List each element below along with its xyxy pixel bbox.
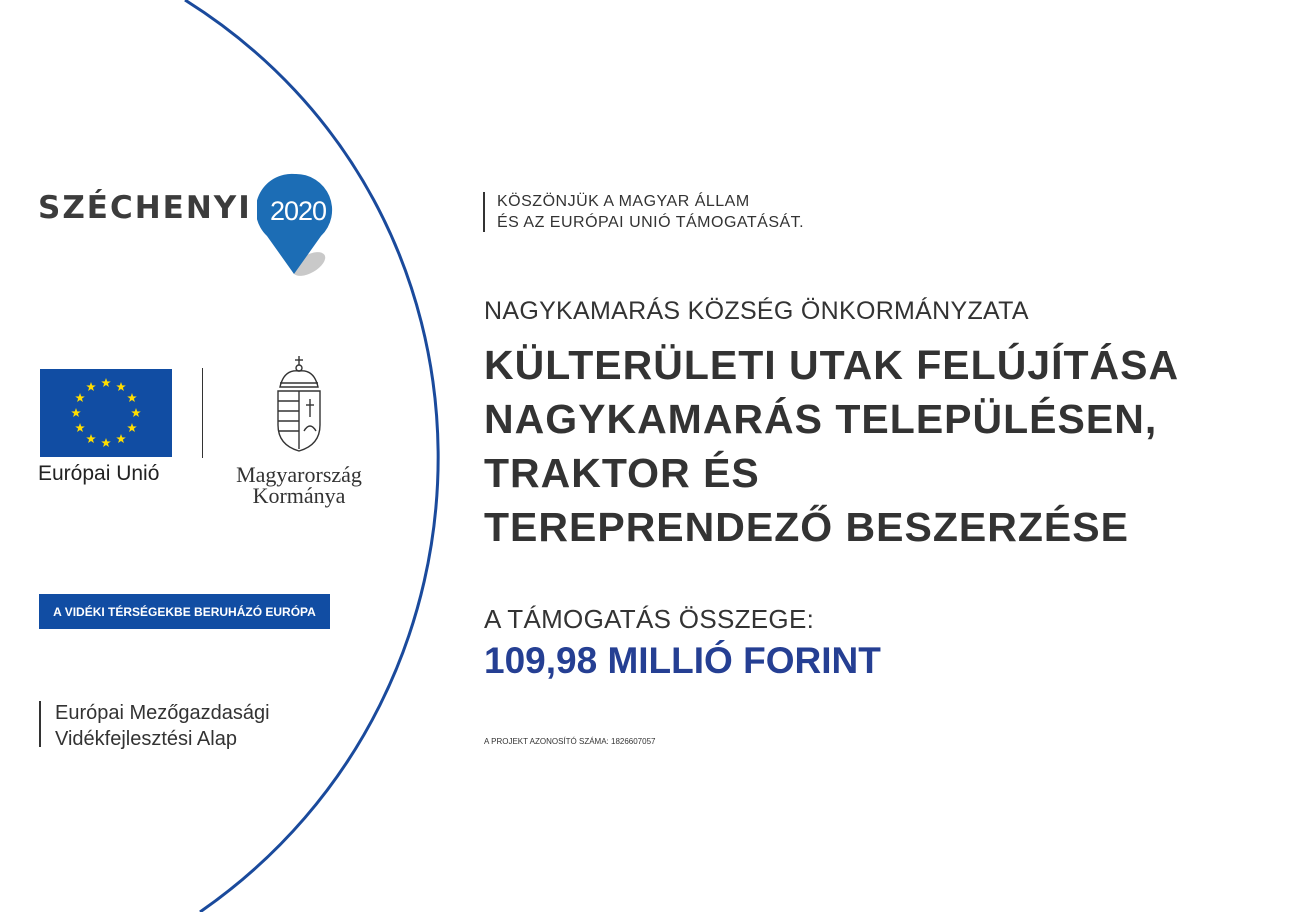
hungarian-coat-of-arms-icon xyxy=(274,355,324,455)
thanks-line2: ÉS AZ EURÓPAI UNIÓ TÁMOGATÁSÁT. xyxy=(497,214,805,231)
project-title-line: NAGYKAMARÁS TELEPÜLÉSEN, xyxy=(484,396,1158,442)
beneficiary-name: NAGYKAMARÁS KÖZSÉG ÖNKORMÁNYZATA xyxy=(484,297,1029,325)
project-id: A PROJEKT AZONOSÍTÓ SZÁMA: 1826607057 xyxy=(484,737,656,746)
gov-label-line2: Kormánya xyxy=(252,483,346,508)
szechenyi-logo-text: SZÉCHENYI xyxy=(38,190,252,226)
project-title-line: KÜLTERÜLETI UTAK FELÚJÍTÁSA xyxy=(484,342,1180,388)
fund-label xyxy=(55,700,270,752)
project-title-line: TEREPRENDEZŐ BESZERZÉSE xyxy=(484,504,1129,550)
thanks-text xyxy=(497,191,804,233)
logo-divider xyxy=(202,368,203,458)
project-title-line: TRAKTOR ÉS xyxy=(484,450,760,496)
szechenyi-year: 2020 xyxy=(269,196,327,226)
gov-label-line1: Magyarország xyxy=(236,462,362,487)
support-amount: 109,98 MILLIÓ FORINT xyxy=(484,640,881,681)
program-badge: A VIDÉKI TÉRSÉGEKBE BERUHÁZÓ EURÓPA xyxy=(39,594,330,629)
eu-label: Európai Unió xyxy=(38,462,160,485)
government-label xyxy=(210,464,388,506)
project-title xyxy=(484,338,1179,554)
fund-line1: Európai Mezőgazdasági xyxy=(55,702,270,724)
thanks-accent-bar xyxy=(483,192,485,232)
support-label: A TÁMOGATÁS ÖSSZEGE: xyxy=(484,604,815,634)
fund-accent-bar xyxy=(39,701,41,747)
eu-flag-icon xyxy=(40,369,172,457)
fund-line2: Vidékfejlesztési Alap xyxy=(55,728,237,750)
thanks-line1: KÖSZÖNJÜK A MAGYAR ÁLLAM xyxy=(497,193,750,210)
